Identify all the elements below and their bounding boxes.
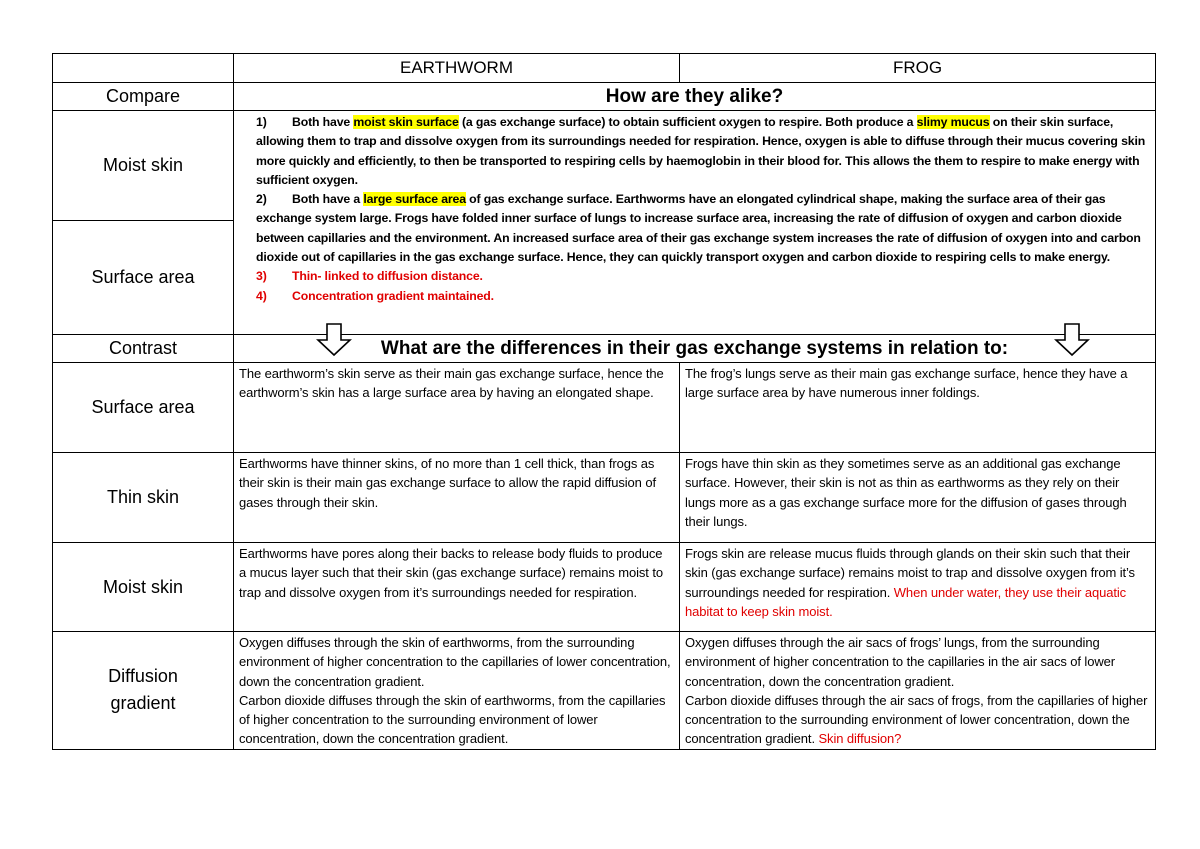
- alike-point-1: 1) Both have moist skin surface (a gas exchange surface) to obtain sufficient oxygen to respire. Both produce a slimy mucus on their skin surface, allowing them to trap and dissolve oxygen from its surroundings needed for respiration. Hence, oxygen is able to diffuse through their mucus covering skin more quickly and efficiently, to then be transported to respiring cells by haemoglobin in their blood for. This allows the them to respire to make energy with sufficient oxygen.: [256, 115, 1146, 187]
- earthworm-moist-skin: Earthworms have pores along their backs to release body fluids to produce a mucus layer such that their skin (gas exchange surface) remains moist to trap and dissolve oxygen from it’s surroundings needed for respiration.: [234, 543, 680, 632]
- comparison-table: [52, 53, 1156, 750]
- down-arrow-icon: [316, 323, 352, 357]
- row-label-moist-skin-alike: Moist skin: [53, 111, 234, 221]
- compare-label: Compare: [53, 83, 234, 111]
- header-earthworm: EARTHWORM: [234, 54, 680, 83]
- frog-surface-area: The frog’s lungs serve as their main gas exchange surface, hence they have a large surface area by have numerous inner foldings.: [680, 363, 1156, 453]
- row-surface-area: [53, 363, 1156, 453]
- row-label-surface-area-alike: Surface area: [53, 221, 234, 335]
- alike-point-3: 3) Thin- linked to diffusion distance.: [256, 269, 483, 284]
- row-label-thin-skin: Thin skin: [53, 453, 234, 543]
- row-label-moist-skin: Moist skin: [53, 543, 234, 632]
- highlight-large-surface-area: large surface area: [363, 192, 466, 207]
- contrast-label: Contrast: [53, 335, 234, 363]
- frog-diffusion-note: Skin diffusion?: [818, 731, 902, 747]
- frog-diffusion-gradient: Oxygen diffuses through the air sacs of frogs’ lungs, from the surrounding environment of higher concentration to the capillaries in the air sacs of lower concentration, down the concentration gradient. Carbon dioxide diffuses through the air sacs of frogs, from the capillaries of higher concentration to the surrounding environment of lower concentration, down the concentration gradient. Skin diffusion?: [680, 632, 1156, 750]
- earthworm-surface-area: The earthworm’s skin serve as their main gas exchange surface, hence the earthworm’s skin has a large surface area by having an elongated shape.: [234, 363, 680, 453]
- contrast-row: [53, 335, 1156, 363]
- frog-moist-skin: Frogs skin are release mucus fluids through glands on their skin such that their skin (gas exchange surface) remains moist to trap and dissolve oxygen from it’s surroundings needed for respiration. When under water, they use their aquatic habitat to keep skin moist.: [680, 543, 1156, 632]
- highlight-moist-skin-surface: moist skin surface: [353, 115, 459, 129]
- earthworm-diffusion-gradient: Oxygen diffuses through the skin of earthworms, from the surrounding environment of higher concentration to the capillaries of lower concentration, down the concentration gradient. Carbon dioxide diffuses through the skin of earthworms, from the capillaries of higher concentration to the surrounding environment of lower concentration, down the concentration gradient.: [234, 632, 680, 750]
- frog-moist-skin-note: When under water, they use their aquatic habitat to keep skin moist.: [685, 584, 1127, 619]
- row-thin-skin: [53, 453, 1156, 543]
- header-frog: FROG: [680, 54, 1156, 83]
- down-arrow-icon: [1054, 323, 1090, 357]
- alike-point-2: 2) Both have a large surface area of gas exchange surface. Earthworms have an elongated cylindrical shape, making the surface area of their gas exchange system large. Frogs have folded inner surface of lungs to increase surface area, increasing the rate of diffusion of oxygen and carbon dioxide between capillaries and the environment. An increased surface area of their gas exchange system increases the rate of diffusion of oxygen into and carbon dioxide out of capillaries in the gas exchange surface. Hence, they can quickly transport oxygen and carbon dioxide to respiring cells to make energy.: [256, 192, 1141, 265]
- alike-points: [234, 111, 1156, 335]
- row-label-diffusion-gradient: Diffusion gradient: [53, 632, 234, 750]
- frog-thin-skin: Frogs have thin skin as they sometimes serve as an additional gas exchange surface. However, their skin is not as thin as earthworms as they rely on their lungs more as a gas exchange surface more for the diffusion of gases through their lungs.: [680, 453, 1156, 543]
- row-label-surface-area: Surface area: [53, 363, 234, 453]
- contrast-title: What are the differences in their gas exchange systems in relation to:: [380, 337, 1009, 359]
- row-moist-skin: [53, 543, 1156, 632]
- contrast-title-cell: [234, 335, 1156, 363]
- row-diffusion-gradient: [53, 632, 1156, 750]
- header-row: [53, 54, 1156, 83]
- compare-row: [53, 83, 1156, 111]
- header-blank-cell: [53, 54, 234, 83]
- compare-title: How are they alike?: [234, 83, 1156, 111]
- compare-moist-row: [53, 111, 1156, 221]
- earthworm-thin-skin: Earthworms have thinner skins, of no more than 1 cell thick, than frogs as their skin is their main gas exchange surface to allow the rapid diffusion of gases through their skin.: [234, 453, 680, 543]
- alike-point-4: 4) Concentration gradient maintained.: [256, 288, 494, 303]
- highlight-slimy-mucus: slimy mucus: [916, 115, 990, 129]
